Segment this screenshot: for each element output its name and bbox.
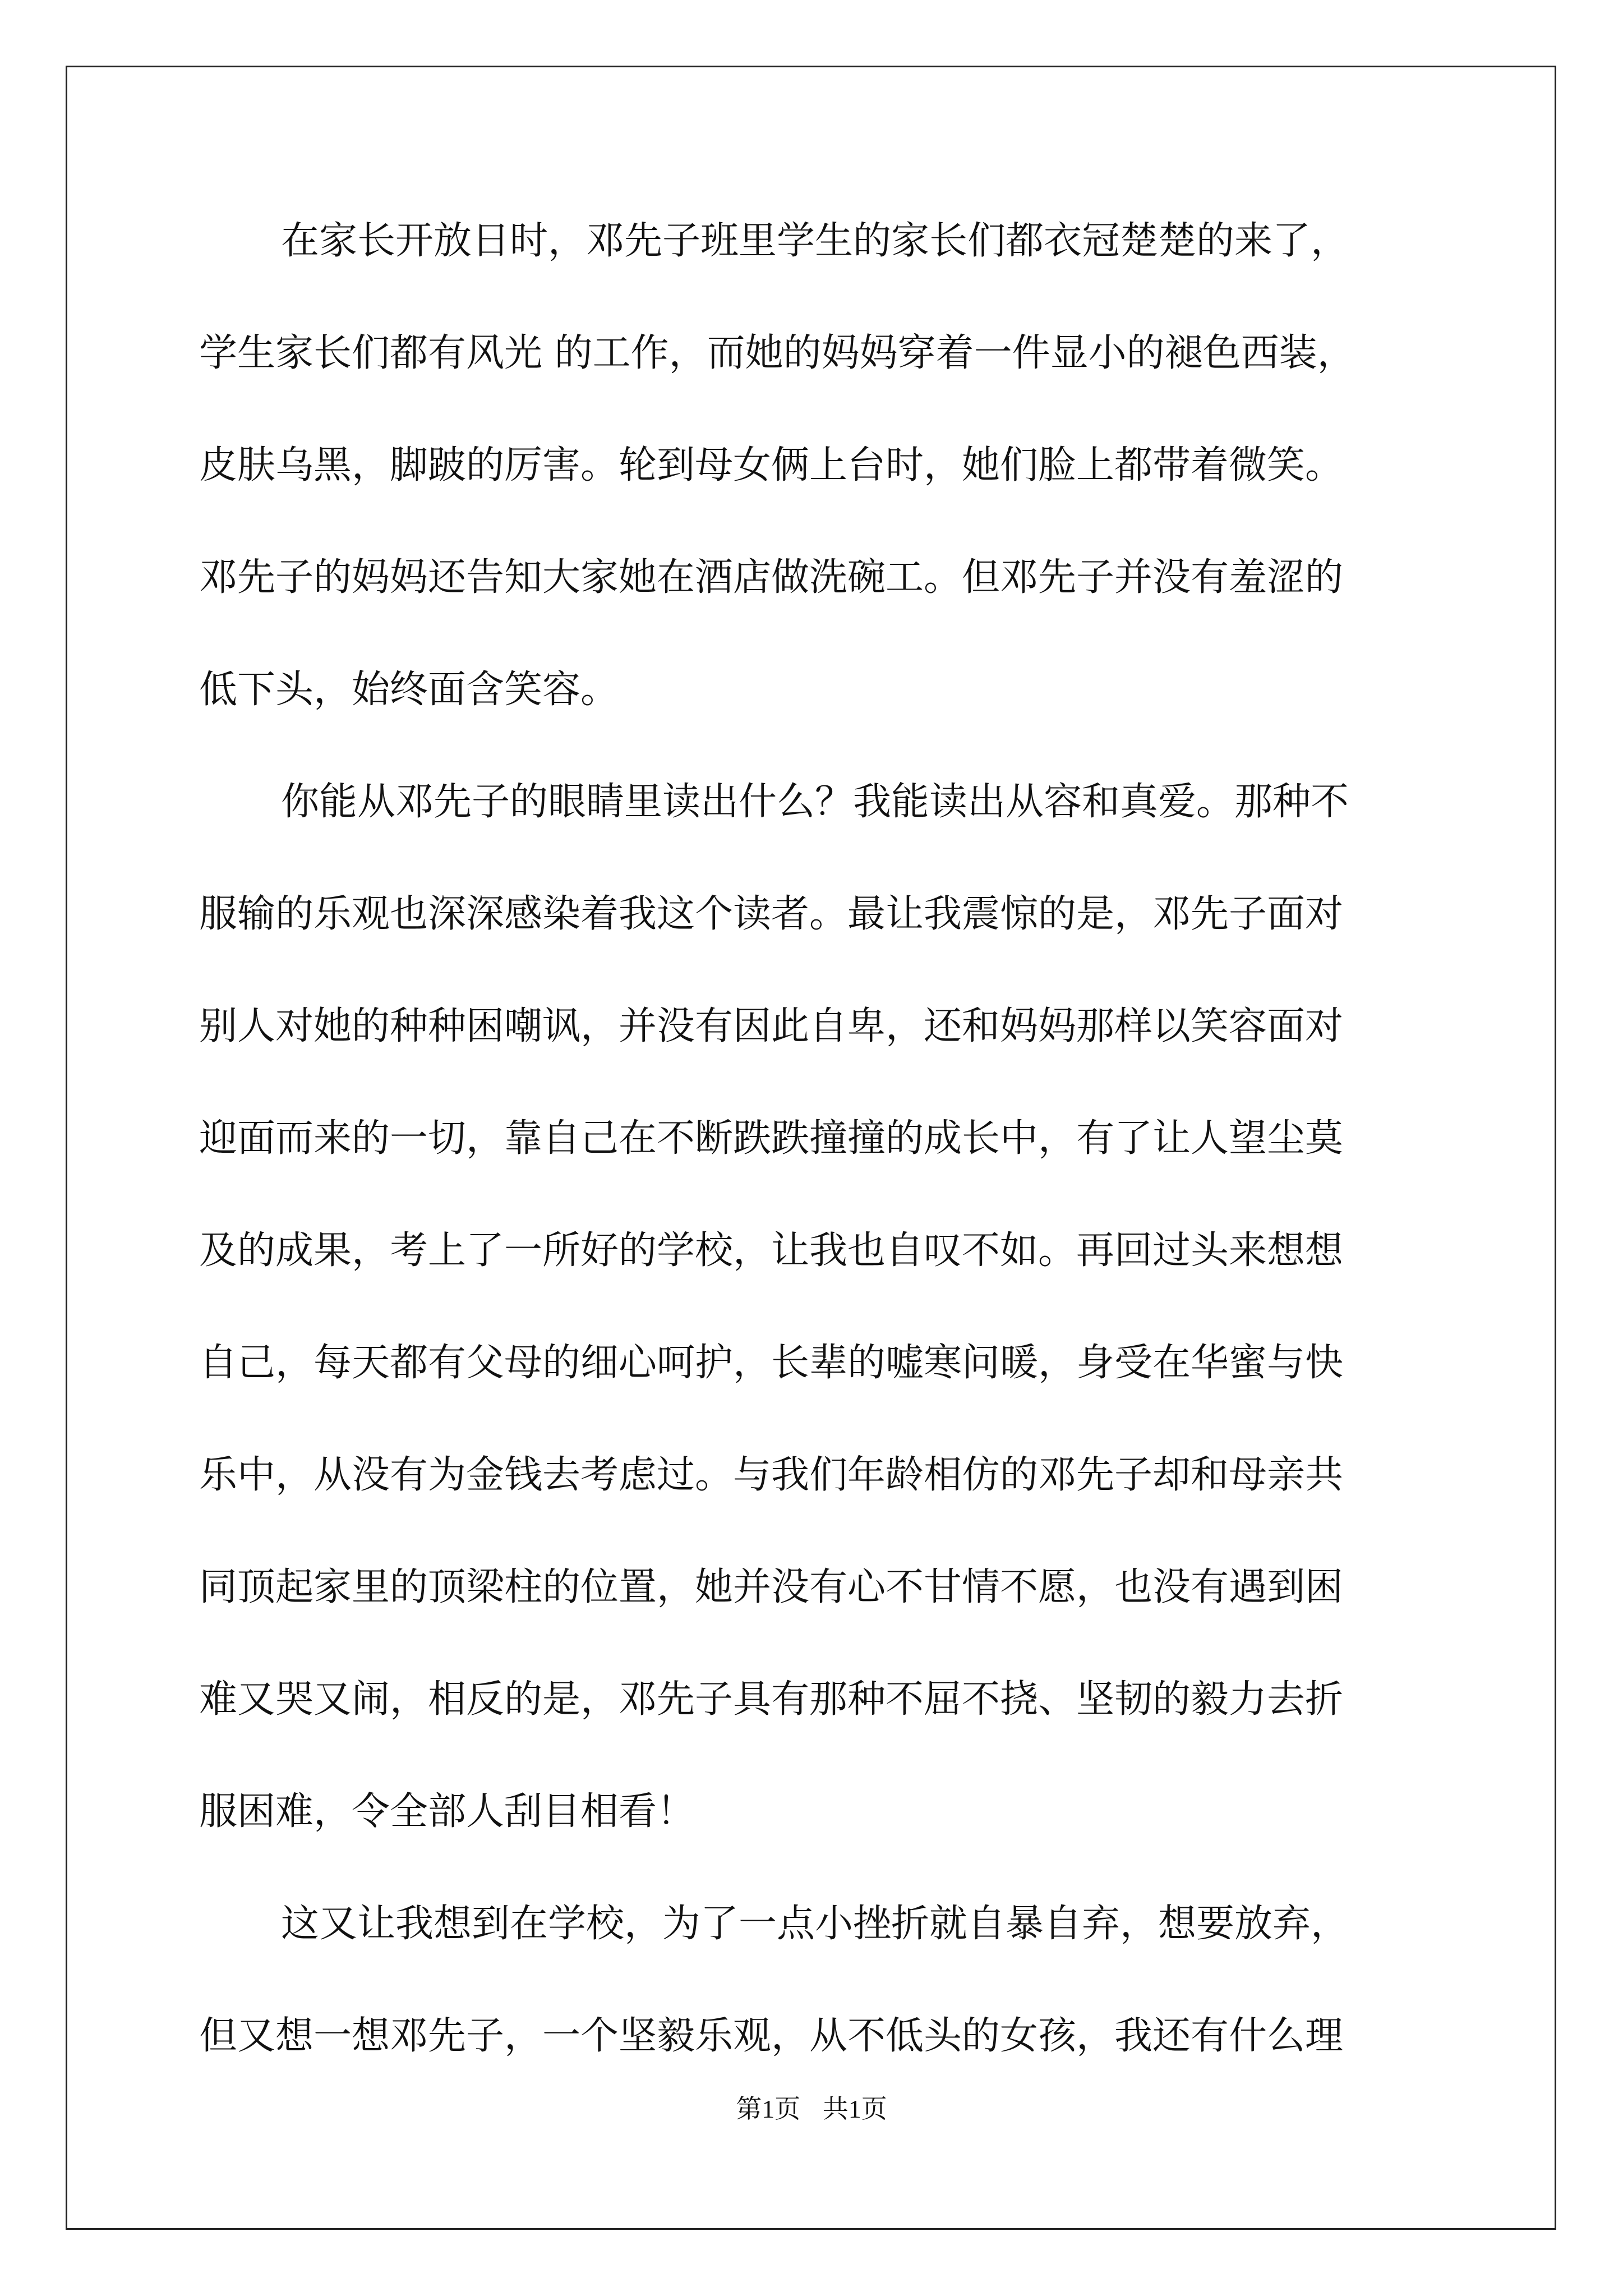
text-line: 在家长开放日时，邓先子班里学生的家长们都衣冠楚楚的来了， [281,219,1349,263]
page-footer [0,2092,1623,2126]
text-line: 自己，每天都有父母的细心呵护，长辈的嘘寒问暖，身受在华蜜与快 [199,1341,1344,1385]
text-line: 皮肤乌黑，脚跛的厉害。轮到母女俩上台时，她们脸上都带着微笑。 [199,443,1344,487]
text-line: 低下头，始终面含笑容。 [199,668,619,712]
text-line: 及的成果，考上了一所好的学校，让我也自叹不如。再回过头来想想 [199,1228,1344,1273]
text-line: 乐中，从没有为金钱去考虑过。与我们年龄相仿的邓先子却和母亲共 [199,1453,1344,1497]
text-line: 同顶起家里的顶梁柱的位置，她并没有心不甘情不愿，也没有遇到困 [199,1565,1344,1609]
text-line: 你能从邓先子的眼睛里读出什么？我能读出从容和真爱。那种不 [281,780,1349,824]
text-line: 迎面而来的一切，靠自己在不断跌跌撞撞的成长中，有了让人望尘莫 [199,1116,1344,1161]
text-line: 难又哭又闹，相反的是，邓先子具有那种不屈不挠、坚韧的毅力去折 [199,1677,1344,1722]
text-line: 这又让我想到在学校，为了一点小挫折就自暴自弃，想要放弃， [281,1902,1349,1946]
text-line: 但又想一想邓先子，一个坚毅乐观，从不低头的女孩，我还有什么理 [199,2014,1344,2058]
text-line: 学生家长们都有风光 的工作，而她的妈妈穿着一件显小的褪色西装， [199,331,1355,375]
text-line: 邓先子的妈妈还告知大家她在酒店做洗碗工。但邓先子并没有羞涩的 [199,555,1344,600]
page-total: 共1页 [822,2095,887,2123]
text-line: 服输的乐观也深深感染着我这个读者。最让我震惊的是，邓先子面对 [199,892,1344,936]
text-line: 别人对她的种种困嘲讽，并没有因此自卑，还和妈妈那样以笑容面对 [199,1004,1344,1048]
page-number: 第1页 [736,2095,801,2123]
text-line: 服困难，令全部人刮目相看！ [199,1789,695,1834]
